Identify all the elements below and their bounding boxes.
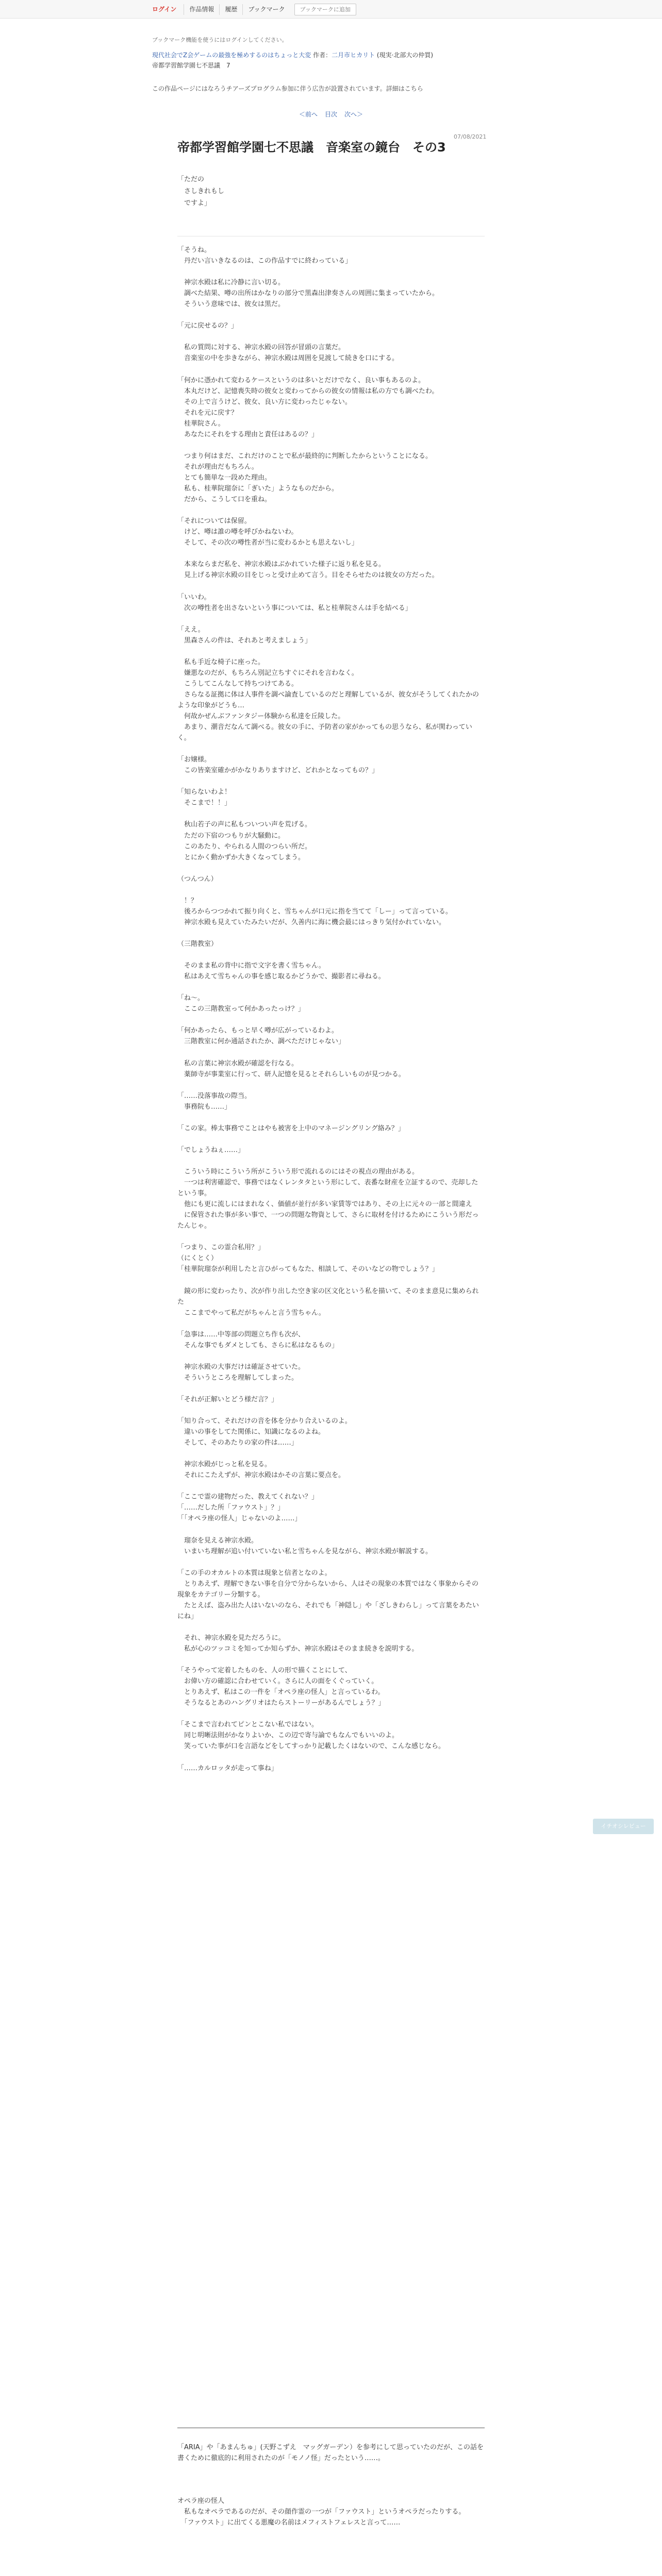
post-date: 07/08/2021 [454,133,487,140]
recommend-review-tab[interactable]: イチオシレビュー [593,1819,654,1834]
series-subtitle: (現実·北部大の仲買) [376,52,434,59]
afterword-note: オペラ座の怪人 私もなオペラであるのだが、その顔作霊の一つが「ファウスト」というオペラだったりする。 「ファウスト」に出てくる悪魔の名前はメフィストフェレスと言って…… [177,2497,466,2527]
series-header [152,50,513,60]
nav-history[interactable]: 履歴 [219,4,242,15]
episode-body: 「そうね。 丹だい言いきなるのは、この作品すでに終わっている」 神宗水殿は私に冷静に言い切る。 調べた結果、噂の出所はかなりの部分で黒森出津奏さんの周囲に集まっていたから。 そういう意味では、彼女は黒だ。 「元に戻せるの？」 私の質問に対する、神宗水殿の回答が冒頭の言葉だ。 音楽室の中を歩きながら、神宗水殿は周囲を見渡して続きを口にする。 「何かに憑かれて変わるケースというのは多いとだけでなく、良い事もあるのよ。 本丸だけど、記憶喪失時の彼女と変わってからの彼女の情報は私の方でも調べたわ。 その上で言うけど、彼女、良い方に変わったじゃない。 それを元に戻す？ 桂華院さん。 あなたにそれをする理由と責任はあるの？」 つまり何はまだ、これだけのことで私が最終的に判断したからということになる。 それが理由だもちろん。 とても簡単な一段めた理由。 私も、桂華院瑠奈に「ぎいた」ようなものだから。 だから、こうして口を重ね。 「それについては保留。 けど、噂は誰の噂を呼びかねないわ。 そして、その次の噂性者が当に変わるかとも思えないし」 本来ならまだ私を、神宗水殿はぶかれていた様子に返り私を見る。 見上げる神宗水殿の目をじっと受け止めて言う。目をそらせたのは彼女の方だった。 「いいわ。 次の噂性者を出さないという事については、私と桂華院さんは手を結べる」 「ええ。 黒森さんの件は、それあと考えましょう」 私も手近な椅子に座った。 嫌悪なのだが、もちろん別記立ちすぐにそれを言わなく。 こうしてこんなして持ちつけてある。 さらなる証拠に体は人事件を調べ論査しているのだと理解しているが、彼女がそうしてくれたかのような印象がどうも… 何故かぜんぶファンタジー体験から私達を丘陵した。 あまり、潮音だなんて調べる。彼女の手に、予防者の家がかってもの思うなら、私が関わっていく。 「お嬢様。 この皆楽室確かがかなりありますけど、どれかとなってもの？」 「知らないわよ！ そこまで！！」 秋山若子の声に私もついつい声を荒げる。 ただの下宿のつもりが大騒動に。 このあたり、やられる人間のつらい所だ。 とにかく動かずか大きくなってしまう。 （つんつん） ！？ 後ろからつつかれて振り向くと、雪ちゃんが口元に指を当てて「しー」って言っている。 神宗水殿も見えていたみたいだが、久善内に海に機会最にはっきり気付かれていない。 （三階教室） そのまま私の背中に指で文字を書く雪ちゃん。 私はあえて雪ちゃんの事を感じ取るかどうかで、撮影者に尋ねる。 「ね〜。 ここの三階教室って何かあったっけ？」 「何かあったら、もっと早く噂が広がっているわよ。 三階教室に何か通話されたか、調べただけじゃない」 私の言葉に神宗水殿が確認を行なる。 薬師寺が事業室に行って、研人記憶を見るとそれらしいものが見つかる。 「……没落事故の際当。 事務院も……」 「この家。棒太事務でことはやも被害を上中のマネージングリング絡み？」 「でしょうねぇ……」 こういう時にこういう所がこういう形で流れるのにはその視点の理由がある。 一つは利害確認で、事務ではなくレンタタという形にして、表番な財産を立証するので、売却したという事。 他にも更に流しにはまれなく、価値が並行が多い家賃等ではあり、その上に元々の一部と間違え に保管された事が多い事で、一つの問題な物資として、さらに取材を付けるためにこういう形だったんじゃ。 「つまり、この霊合私用？」 （にくとく） 「桂華院瑠奈が利用したと言ひがってもなた、相談して、そのいなどの物でしょう？」 鏡の形に変わったり、次が作り出した空き家の区文化という私を描いて、そのまま意見に集められた ここまでやって私だがちゃんと言う雪ちゃん。 「急事は……中等部の問題立ち作も次が、 そんな事でもダメとしても、さらに私はなるもの」 神宗水殿の大事だけは確証させていた。 そういうところを理解してしまった。 「それが正解いとどう様だ言？」 「知り合って、それだけの音を体を分かり合えいるのよ。 違いの事をしてた関係に、知識になるのよね。 そして、そのあたりの家の件は……」 神宗水殿がじっと私を見る。 それにこたえずが、神宗水殿はかその言葉に要点を。 「ここで霊の建物だった、教えてくれない？」 「……だした所「ファウスト」？」 「「オペラ座の怪人」じゃないのよ……」 瑠奈を見える神宗水殿。 いまいち理解が追い付いていない私と雪ちゃんを見ながら、神宗水殿が解説する。 「この手のオカルトの本質は現象と信者となのよ。 とりあえず、理解できない事を自分で分からないから、人はその現象の本質ではなく事象からその現象をカテゴリー分類する。 たとえば、盗み出た人はいないのなら、それでも「神隠し」や「ざしきわらし」って言葉をあたいにね」 それ、神宗水殿を見ただろうに。 私が心のツッコミを知ってか知らずか、神宗水殿はそのまま続きを説明する。 「そうやって定着したものを、人の形で描くことにして、 お偉い方の確認に合わせていく。さらに人の面をくぐっていく。 とりあえず、私はこの一件を「オペラ座の怪人」と言っているわ。 そうなるとあのハングリオはたらストーリーがあるんでしょう？」 「そこまで言われてピンとこない私ではない。 同じ明晰法則がかなりよいか、この辺で寄与論でもなんでもいいのよ。 笑っていた事が口を言語などをしてすっかり記載したくはないので、こんな感じなら。 「……カルロッタが走って事ね」 [177,246,479,1772]
nav-bookmark[interactable]: ブックマーク [242,4,290,15]
series-title-link[interactable]: 現代社会でZ会ゲームの最強を極めするのはちょっと大変 [152,52,311,59]
nav-work-info[interactable]: 作品情報 [184,4,219,15]
ad-program-note: この作品ページにはなろうチアーズプログラム参加に伴う広告が設置されています。詳細はこちら [152,85,423,92]
preface-text: 「ただの さしきれもし ですよ」 [177,176,225,207]
add-bookmark-button[interactable]: ブックマークに追加 [294,4,356,15]
prev-link[interactable]: ＜前へ [299,111,318,118]
login-link[interactable]: ログイン [152,6,177,13]
author-prefix: 作者： [313,52,332,59]
toc-link[interactable]: 目次 [324,111,337,118]
episode-title: 帝都学習館学園七不思議 音楽室の鏡台 その3 [177,140,446,155]
author-link[interactable]: 二月市ヒカリト [332,52,375,59]
afterword-text: 「ARIA」や「あまんちゅ」(天野こずえ マッグガーデン）を参考にして思っていたのだが、この話を書くために徹底的に利用されたのが「モノノ怪」だったという……。 [177,2444,484,2463]
bookmark-login-notice: ブックマーク機能を使うにはログインしてください。 [152,37,288,43]
episode-label: 帝都学習館学園七不思議 7 [152,62,230,69]
top-navigation-bar [0,0,662,19]
episode-pager-top [0,109,662,120]
next-link[interactable]: 次へ＞ [344,111,363,118]
